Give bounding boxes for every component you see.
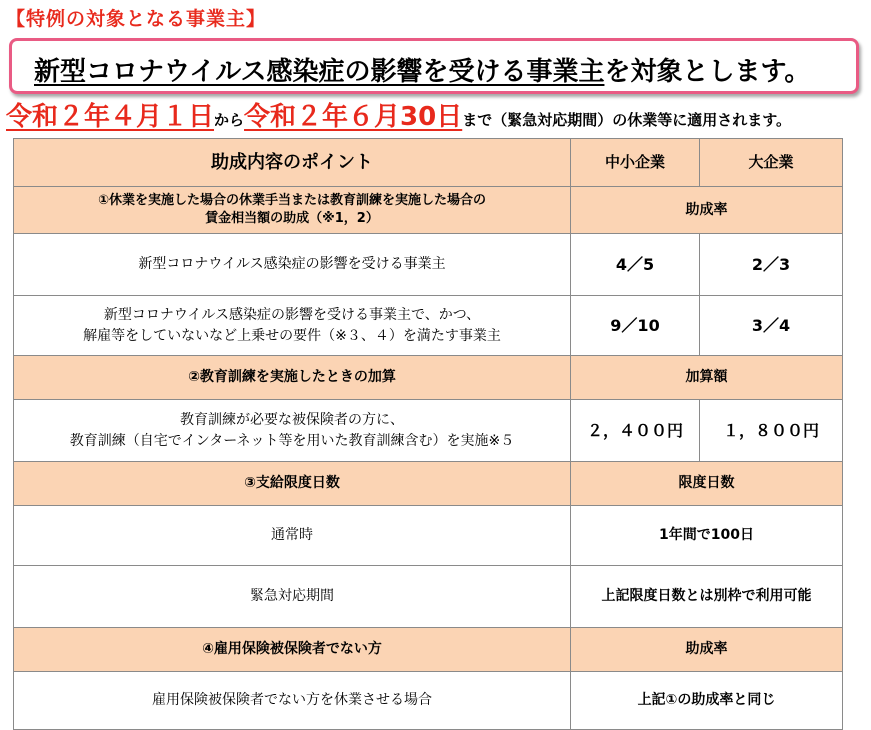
section1-title-line2: 賃金相当額の助成（※1，2） [205, 211, 379, 226]
section-row [14, 462, 843, 506]
period-rest: まで（緊急対応期間）の休業等に適用されます。 [462, 111, 792, 129]
row1-large: 2／3 [700, 234, 843, 296]
row5-label: 緊急対応期間 [14, 566, 571, 628]
headline-box [9, 38, 859, 94]
row1-label: 新型コロナウイルス感染症の影響を受ける事業主 [14, 234, 571, 296]
table-header-row [14, 139, 843, 187]
section1-title-line1: ①休業を実施した場合の休業手当または教育訓練を実施した場合の [97, 193, 486, 209]
section4-title: ④雇用保険被保険者でない方 [14, 628, 571, 672]
section2-value-label: 加算額 [571, 356, 843, 400]
row6-label: 雇用保険被保険者でない方を休業させる場合 [14, 672, 571, 730]
header-large: 大企業 [700, 139, 843, 187]
headline [34, 51, 810, 88]
row3-label-line1: 教育訓練が必要な被保険者の方に、 [180, 411, 404, 428]
row2-label [14, 296, 571, 356]
section-row [14, 356, 843, 400]
row6-value: 上記①の助成率と同じ [571, 672, 843, 730]
section1-value-label: 助成率 [571, 187, 843, 234]
table-row [14, 400, 843, 462]
table-row [14, 506, 843, 566]
table-row [14, 296, 843, 356]
subsidy-table [13, 138, 843, 730]
row3-label-line2: 教育訓練（自宅でインターネット等を用いた教育訓練含む）を実施※５ [69, 432, 515, 449]
headline-suffix: を対象とします。 [604, 57, 811, 87]
period-end: 令和２年６月30日 [244, 102, 463, 132]
row5-value: 上記限度日数とは別枠で利用可能 [571, 566, 843, 628]
table-row [14, 672, 843, 730]
section1-title [14, 187, 571, 234]
table-row [14, 566, 843, 628]
row1-sme: 4／5 [571, 234, 700, 296]
section-row [14, 187, 843, 234]
section-row [14, 628, 843, 672]
row2-large: 3／4 [700, 296, 843, 356]
section2-title: ②教育訓練を実施したときの加算 [14, 356, 571, 400]
row4-value: 1年間で100日 [571, 506, 843, 566]
headline-underlined: 新型コロナウイルス感染症の影響を受ける事業主 [34, 57, 605, 87]
period-line [6, 96, 791, 133]
row2-label-line1: 新型コロナウイルス感染症の影響を受ける事業主で、かつ、 [103, 306, 481, 323]
section4-value-label: 助成率 [571, 628, 843, 672]
row2-label-line2: 解雇等をしていないなど上乗せの要件（※３、４）を満たす事業主 [83, 327, 501, 344]
row2-sme: 9／10 [571, 296, 700, 356]
period-start: 令和２年４月１日 [6, 102, 215, 132]
row3-sme: ２，４００円 [571, 400, 700, 462]
row3-large: １，８００円 [700, 400, 843, 462]
section3-value-label: 限度日数 [571, 462, 843, 506]
table-row [14, 234, 843, 296]
period-from: から [214, 111, 245, 129]
row4-label: 通常時 [14, 506, 571, 566]
row3-label [14, 400, 571, 462]
header-points: 助成内容のポイント [14, 139, 571, 187]
header-sme: 中小企業 [571, 139, 700, 187]
section3-title: ③支給限度日数 [14, 462, 571, 506]
section-label: 【特例の対象となる事業主】 [6, 8, 267, 30]
